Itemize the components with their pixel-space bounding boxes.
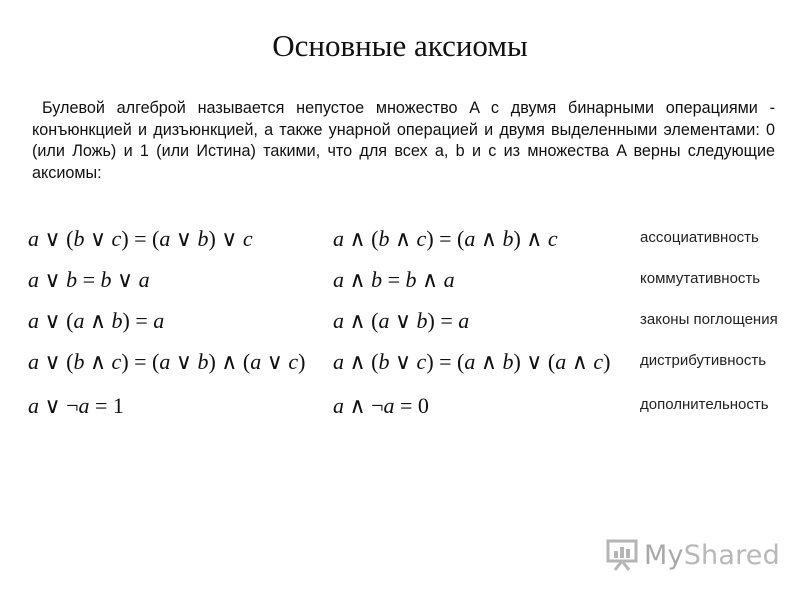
axiom-formula-disjunction: a ∨ (b ∧ c) = (a ∨ b) ∧ (a ∨ c) (28, 349, 306, 374)
axiom-name: дистрибутивность (640, 352, 767, 369)
axiom-formula-conjunction: a ∧ b = b ∧ a (333, 267, 455, 292)
axiom-formula-conjunction: a ∧ ¬a = 0 (333, 393, 429, 418)
page-title: Основные аксиомы (272, 28, 528, 63)
axiom-formula-conjunction: a ∧ (a ∨ b) = a (333, 308, 470, 333)
axiom-row-commutativity (0, 263, 800, 301)
axiom-formula-disjunction: a ∨ (b ∨ c) = (a ∨ b) ∨ c (28, 226, 253, 251)
axiom-formula-disjunction: a ∨ ¬a = 1 (28, 393, 124, 418)
axiom-name: законы поглощения (640, 311, 778, 328)
axiom-formula-disjunction: a ∨ (a ∧ b) = a (28, 308, 165, 333)
axiom-row-complement (0, 389, 800, 427)
axiom-name: ассоциативность (640, 229, 759, 246)
axiom-formula-conjunction: a ∧ (b ∨ c) = (a ∧ b) ∨ (a ∧ c) (333, 349, 611, 374)
logo-text-my: My (644, 539, 684, 571)
logo-text-shared: Shared (683, 539, 780, 571)
axiom-row-associativity (0, 222, 800, 260)
axiom-row-distributivity (0, 345, 800, 383)
myshared-logo (605, 537, 780, 573)
axiom-formula-conjunction: a ∧ (b ∧ c) = (a ∧ b) ∧ c (333, 226, 558, 251)
axiom-formula-disjunction: a ∨ b = b ∨ a (28, 267, 150, 292)
axiom-name: дополнительность (640, 396, 769, 413)
axiom-name: коммутативность (640, 270, 761, 287)
intro-paragraph: Булевой алгеброй называется непустое множество A с двумя бинарными операциями - конъюнкцией и дизъюнкцией, а также унарной операцией и двумя выделенными элементами: 0 (или Ложь) и 1 (или Истина) такими, что для всех a, b и c из множества A верны следующие аксиомы: (32, 99, 775, 182)
axiom-row-absorption (0, 304, 800, 342)
logo-text (644, 540, 780, 571)
presentation-board-icon (605, 538, 641, 572)
